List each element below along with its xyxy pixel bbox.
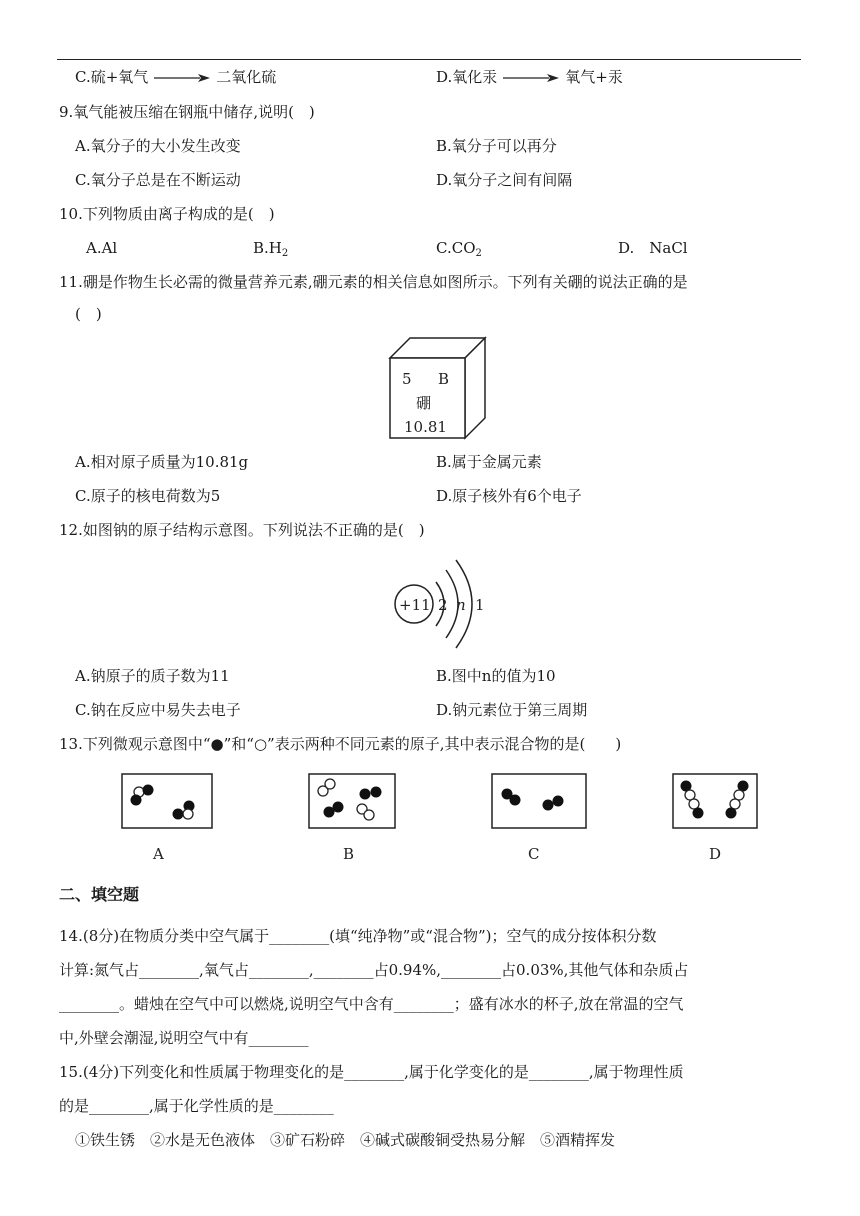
q11-option-d: D.原子核外有6个电子: [436, 487, 582, 505]
black-atom: [371, 787, 382, 798]
diagram-b: [309, 774, 395, 862]
q15-line-1: 15.(4分)下列变化和性质属于物理变化的是________,属于化学变化的是________,属于物理性质: [59, 1063, 684, 1081]
black-atom: [333, 802, 344, 813]
diagram-b-box: [309, 774, 395, 828]
q9-stem: 9.氧气能被压缩在钢瓶中储存,说明( ): [59, 103, 315, 121]
q8-option-c-reactants: C.硫+氧气: [75, 68, 149, 86]
q13-stem: 13.下列微观示意图中“●”和“○”表示两种不同元素的原子,其中表示混合物的是( ): [59, 735, 622, 753]
diagram-d-label: D: [709, 845, 722, 862]
q12-stem: 12.如图钠的原子结构示意图。下列说法不正确的是( ): [59, 521, 425, 539]
black-atom: [360, 789, 371, 800]
black-atom: [173, 809, 184, 820]
q8-option-c-product: 二氧化硫: [216, 68, 277, 86]
boron-atomic-number: 5: [402, 370, 412, 388]
q11-stem-answer-blank: ( ): [75, 305, 102, 323]
q12-option-a: A.钠原子的质子数为11: [75, 667, 230, 685]
q8-option-d-reactant: D.氧化汞: [436, 68, 498, 86]
diagram-a-label: A: [153, 845, 164, 862]
reaction-arrow-icon: [154, 73, 210, 83]
q8-option-d: [436, 67, 623, 87]
diagram-d: [673, 774, 757, 862]
black-atom: [543, 800, 554, 811]
diagram-c-box: [492, 774, 586, 828]
q12-option-c: C.钠在反应中易失去电子: [75, 701, 241, 719]
black-atom: [693, 808, 704, 819]
q10-option-c: [436, 238, 482, 264]
q8-option-d-products: 氧气+汞: [565, 68, 623, 86]
boron-name: 硼: [416, 394, 432, 412]
black-atom: [553, 796, 564, 807]
diagram-c: [492, 774, 586, 862]
q8-option-c: [75, 67, 276, 87]
q14-line-2: 计算:氮气占________,氧气占________,________占0.94%,________占0.03%,其他气体和杂质占: [59, 961, 689, 979]
q10-option-d: D. NaCl: [618, 239, 688, 257]
q11-stem: 11.硼是作物生长必需的微量营养元素,硼元素的相关信息如图所示。下列有关硼的说法正确的是: [59, 273, 688, 291]
white-atom: [364, 810, 374, 820]
section-fill-in-title: 二、填空题: [59, 885, 140, 904]
q9-option-a: A.氧分子的大小发生改变: [75, 137, 241, 155]
q11-option-a: A.相对原子质量为10.81g: [75, 453, 249, 471]
q14-line-4: 中,外壁会潮湿,说明空气中有________: [59, 1029, 309, 1047]
q10-option-c-text: C.CO: [436, 239, 476, 257]
q9-option-d: D.氧分子之间有间隔: [436, 171, 573, 189]
white-atom: [689, 799, 699, 809]
black-atom: [143, 785, 154, 796]
diagram-c-label: C: [528, 845, 540, 862]
boron-atomic-mass: 10.81: [404, 418, 447, 436]
q10-option-c-subscript: 2: [475, 248, 482, 259]
q12-option-b: B.图中n的值为10: [436, 667, 556, 685]
q11-option-b: B.属于金属元素: [436, 453, 542, 471]
q15-line-2: 的是________,属于化学性质的是________: [59, 1097, 334, 1115]
header-rule: [57, 59, 801, 60]
q10-stem: 10.下列物质由离子构成的是( ): [59, 205, 275, 223]
black-atom: [131, 795, 142, 806]
q14-line-1: 14.(8分)在物质分类中空气属于________(填“纯净物”或“混合物”)；空气的成分按体积分数: [59, 927, 657, 945]
white-atom: [183, 809, 193, 819]
q10-option-a: A.Al: [86, 239, 118, 257]
shell-3-electrons: 1: [475, 596, 485, 614]
shell-2-electrons: n: [456, 596, 466, 614]
q9-option-b: B.氧分子可以再分: [436, 137, 557, 155]
sodium-atom-structure-diagram: [388, 556, 494, 652]
white-atom: [325, 779, 335, 789]
q10-option-b-text: B.H: [253, 239, 282, 257]
boron-element-card: [388, 336, 488, 440]
q11-option-c: C.原子的核电荷数为5: [75, 487, 221, 505]
nucleus-charge: +11: [399, 596, 431, 614]
shell-1-electrons: 2: [438, 596, 448, 614]
reaction-arrow-icon: [503, 73, 559, 83]
diagram-b-label: B: [343, 845, 355, 862]
black-atom: [726, 808, 737, 819]
q13-particle-diagrams: [118, 770, 760, 862]
q14-line-3: ________。蜡烛在空气中可以燃烧,说明空气中含有________；盛有冰水的杯子,放在常温的空气: [59, 995, 684, 1013]
black-atom: [510, 795, 521, 806]
q9-option-c: C.氧分子总是在不断运动: [75, 171, 241, 189]
q12-option-d: D.钠元素位于第三周期: [436, 701, 588, 719]
diagram-a: [122, 774, 212, 862]
boron-symbol: B: [438, 370, 450, 388]
q10-option-b-subscript: 2: [281, 248, 289, 259]
white-atom: [730, 799, 740, 809]
q15-items: ①铁生锈 ②水是无色液体 ③矿石粉碎 ④碱式碳酸铜受热易分解 ⑤酒精挥发: [75, 1131, 616, 1149]
q10-option-b: [253, 238, 288, 264]
